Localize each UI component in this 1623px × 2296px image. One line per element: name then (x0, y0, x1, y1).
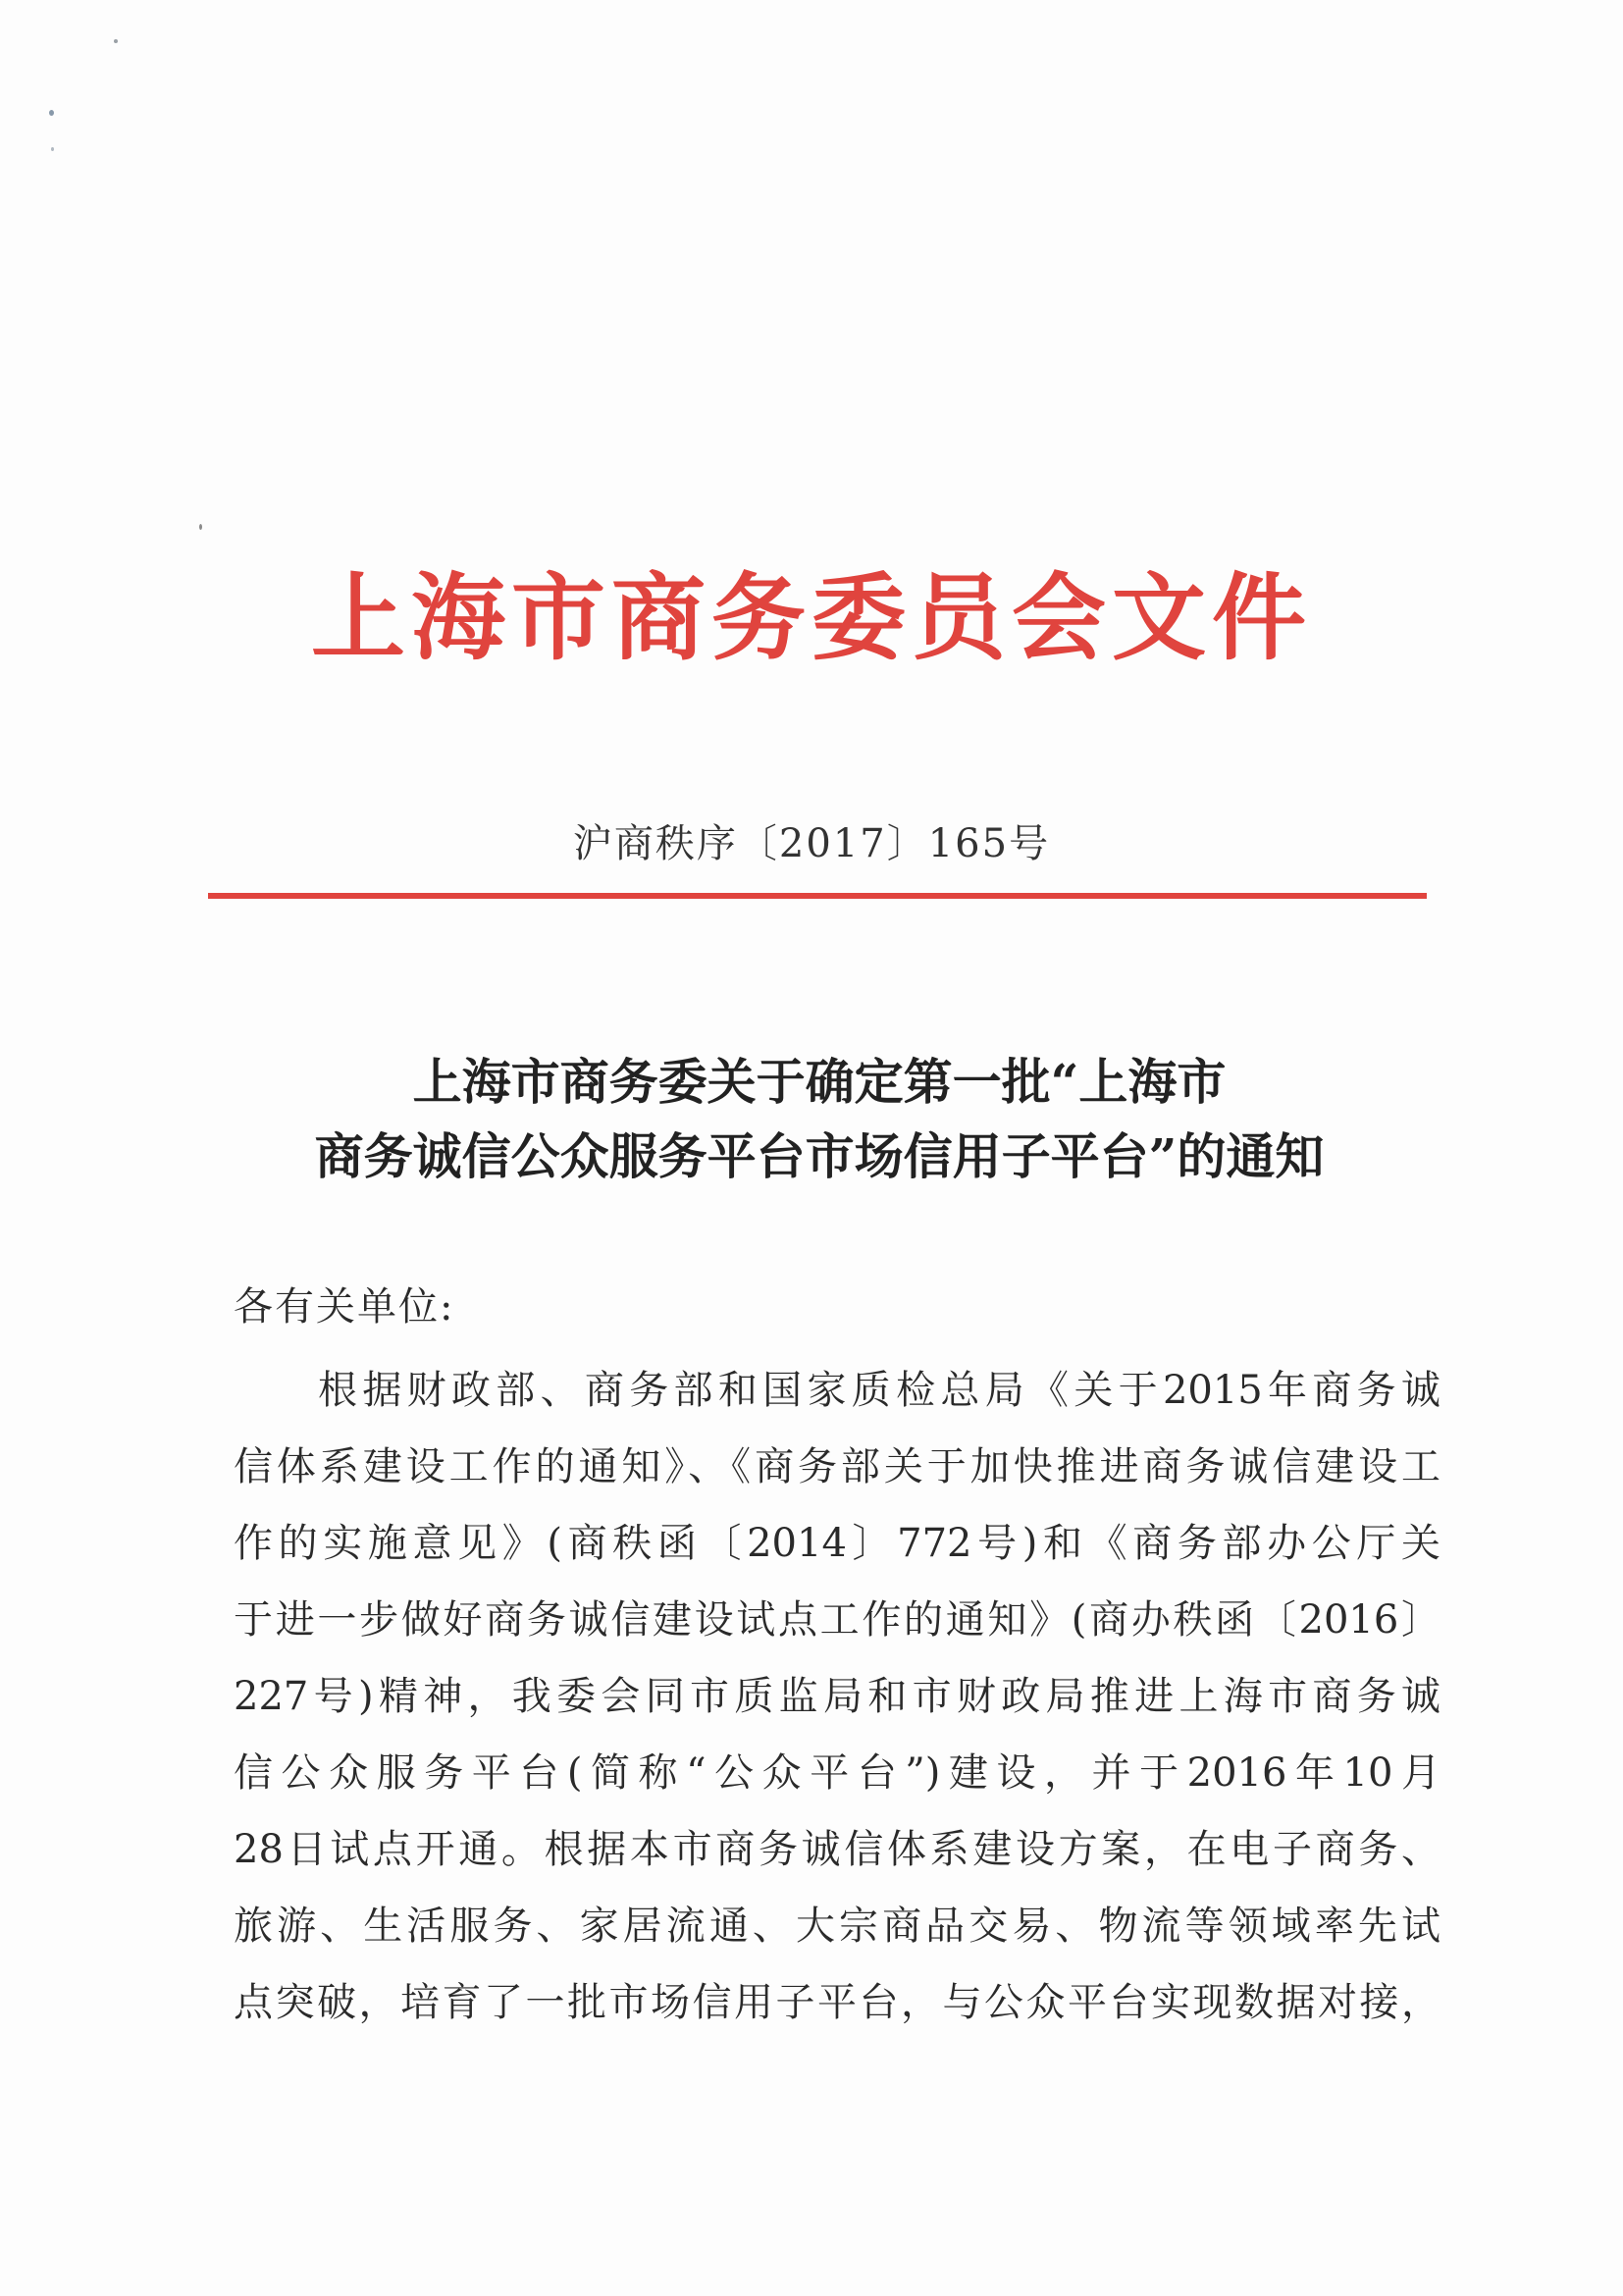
body-line: 作的实施意见》(商秩函〔2014〕772号)和《商务部办公厅关 (234, 1521, 1440, 1566)
title-line-1: 上海市商务委关于确定第一批“上海市 (412, 1053, 1227, 1111)
scan-speck (114, 39, 118, 43)
body-line: 点突破，培育了一批市场信用子平台，与公众平台实现数据对接， (234, 1980, 1440, 2025)
body-line: 信体系建设工作的通知》、《商务部关于加快推进商务诚信建设工 (234, 1444, 1440, 1489)
title-line-2: 商务诚信公众服务平台市场信用子平台”的通知 (314, 1127, 1325, 1185)
body-line: 227号)精神，我委会同市质监局和市财政局推进上海市商务诚 (234, 1674, 1440, 1719)
body-line: 于进一步做好商务诚信建设试点工作的通知》(商办秩函〔2016〕 (234, 1597, 1440, 1643)
document-number: 沪商秩序〔2017〕165号 (572, 821, 1051, 866)
body-paragraph (234, 1352, 1440, 2041)
red-divider-line (208, 893, 1427, 899)
document-title (196, 1045, 1442, 1194)
body-line: 旅游、生活服务、家居流通、大宗商品交易、物流等领域率先试 (234, 1904, 1440, 1949)
body-line: 信公众服务平台(简称“公众平台”)建设，并于2016年10月 (234, 1750, 1440, 1796)
scan-speck (51, 147, 54, 151)
issuer-header: 上海市商务委员会文件 (311, 562, 1312, 673)
scan-speck (49, 110, 54, 116)
salutation: 各有关单位: (234, 1284, 455, 1330)
scan-speck (199, 524, 202, 530)
body-line: 28日试点开通。根据本市商务诚信体系建设方案，在电子商务、 (234, 1827, 1440, 1872)
body-line: 根据财政部、商务部和国家质检总局《关于2015年商务诚 (318, 1368, 1440, 1413)
